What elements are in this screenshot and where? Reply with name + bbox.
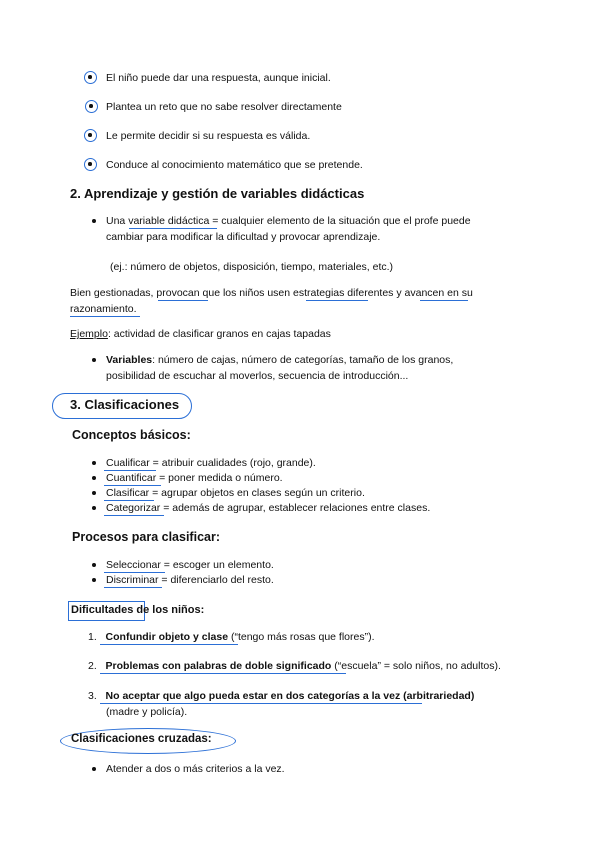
dificultad-3 (88, 689, 474, 703)
bullet-icon (92, 767, 96, 771)
dificultad-term: Problemas con palabras de doble significado (105, 660, 332, 672)
concepto-item (106, 501, 430, 515)
conceptos-heading: Conceptos básicos: (72, 428, 191, 442)
dificultad-term: Confundir objeto y clase (105, 631, 229, 643)
ejemplo-line (70, 327, 331, 341)
term-seleccionar: Seleccionar (106, 559, 161, 571)
paragraph-gestionadas (70, 286, 473, 300)
bullet-icon (92, 476, 96, 480)
proceso-item (106, 558, 274, 572)
highlight-underline (104, 515, 164, 516)
bullet-icon (92, 461, 96, 465)
dificultad-2 (88, 659, 501, 673)
term-provocan: provocan (156, 287, 200, 299)
list-number: 2. (88, 660, 97, 672)
text-fragment: (“tengo más rosas que flores”). (228, 631, 375, 643)
term-cuantificar: Cuantificar (106, 472, 157, 484)
variables-list (106, 353, 453, 367)
dificultad-term: No aceptar que algo pueda estar en dos categorías a la vez (arbitrariedad) (105, 690, 475, 702)
text-fragment: = atribuir cualidades (rojo, grande). (149, 457, 316, 469)
bullet-icon (92, 491, 96, 495)
text-fragment: diferentes y (344, 287, 405, 299)
intro-bullet-3: Le permite decidir si su respuesta es válida. (106, 130, 311, 142)
ejemplo-label: Ejemplo (70, 328, 108, 340)
text-fragment: = además de agrupar, establecer relaciones entre clases. (160, 502, 431, 514)
concepto-item (106, 456, 316, 470)
bullet-icon (92, 358, 96, 362)
cruzadas-bullet: Atender a dos o más criterios a la vez. (106, 763, 285, 775)
dificultad-3-line2: (madre y policía). (106, 706, 188, 718)
term-discriminar: Discriminar (106, 574, 159, 586)
text-fragment: en su (444, 287, 473, 299)
text-fragment: = poner medida o número. (156, 472, 283, 484)
dificultad-1 (88, 630, 375, 644)
highlight-underline (100, 703, 422, 704)
paragraph-gestionadas-line2: razonamiento. (70, 303, 137, 315)
ejemplo-text: : actividad de clasificar granos en cajas tapadas (107, 328, 331, 340)
highlight-underline (100, 673, 346, 674)
bullet-icon (92, 578, 96, 582)
circled-bullet-icon (84, 71, 97, 84)
highlight-underline (129, 228, 217, 229)
bullet-icon (92, 563, 96, 567)
text-fragment: (“escuela” = solo niños, no adultos). (331, 660, 501, 672)
text-fragment: = agrupar objetos en clases según un criterio. (149, 487, 365, 499)
highlight-underline (100, 644, 238, 645)
term-cualificar: Cualificar (106, 457, 150, 469)
list-number: 3. (88, 690, 97, 702)
term-avancen: avancen (404, 287, 445, 299)
variables-example: (ej.: número de objetos, disposición, tiempo, materiales, etc.) (110, 261, 394, 273)
intro-bullet-2: Plantea un reto que no sabe resolver directamente (106, 101, 342, 113)
procesos-heading: Procesos para clasificar: (72, 530, 220, 544)
text-fragment: que los niños (199, 287, 268, 299)
section-2-heading: 2. Aprendizaje y gestión de variables didácticas (70, 186, 365, 201)
text-fragment: Dificultades (71, 604, 134, 616)
bullet-icon (92, 506, 96, 510)
highlight-underline (420, 300, 468, 301)
dificultades-heading (71, 603, 204, 617)
text-fragment: de los niños: (133, 604, 205, 616)
text-fragment: = cualquier elemento de la situación que el profe puede (209, 215, 471, 227)
text-fragment: : número de cajas, número de categorías, tamaño de los granos, (152, 354, 454, 366)
highlight-underline (70, 316, 140, 317)
bullet-icon (92, 219, 96, 223)
text-fragment: = escoger un elemento. (160, 559, 274, 571)
text-fragment: Bien gestionadas, (70, 287, 157, 299)
term-variable-didactica: variable didáctica (128, 215, 210, 227)
text-fragment: Una (106, 215, 129, 227)
cruzadas-heading: Clasificaciones cruzadas: (71, 733, 212, 745)
term-categorizar: Categorizar (106, 502, 161, 514)
variable-definition (106, 214, 471, 228)
circled-bullet-icon (85, 100, 98, 113)
highlight-underline (104, 587, 162, 588)
concepto-item (106, 471, 283, 485)
circled-bullet-icon (84, 129, 97, 142)
list-number: 1. (88, 631, 97, 643)
variable-definition-line2: cambiar para modificar la dificultad y provocar aprendizaje. (106, 231, 381, 243)
circled-bullet-icon (84, 158, 97, 171)
intro-bullet-4: Conduce al conocimiento matemático que se pretende. (106, 159, 363, 171)
term-clasificar: Clasificar (106, 487, 150, 499)
concepto-item (106, 486, 365, 500)
intro-bullet-1: El niño puede dar una respuesta, aunque inicial. (106, 72, 331, 84)
variables-label: Variables (106, 354, 153, 366)
variables-list-line2: posibilidad de escuchar al moverlos, secuencia de introducción... (106, 370, 409, 382)
highlight-underline (158, 300, 208, 301)
text-fragment: = diferenciarlo del resto. (158, 574, 274, 586)
section-3-heading: 3. Clasificaciones (70, 397, 180, 412)
term-usen-estrategias: usen estrategias (267, 287, 345, 299)
proceso-item (106, 573, 274, 587)
highlight-underline (306, 300, 368, 301)
